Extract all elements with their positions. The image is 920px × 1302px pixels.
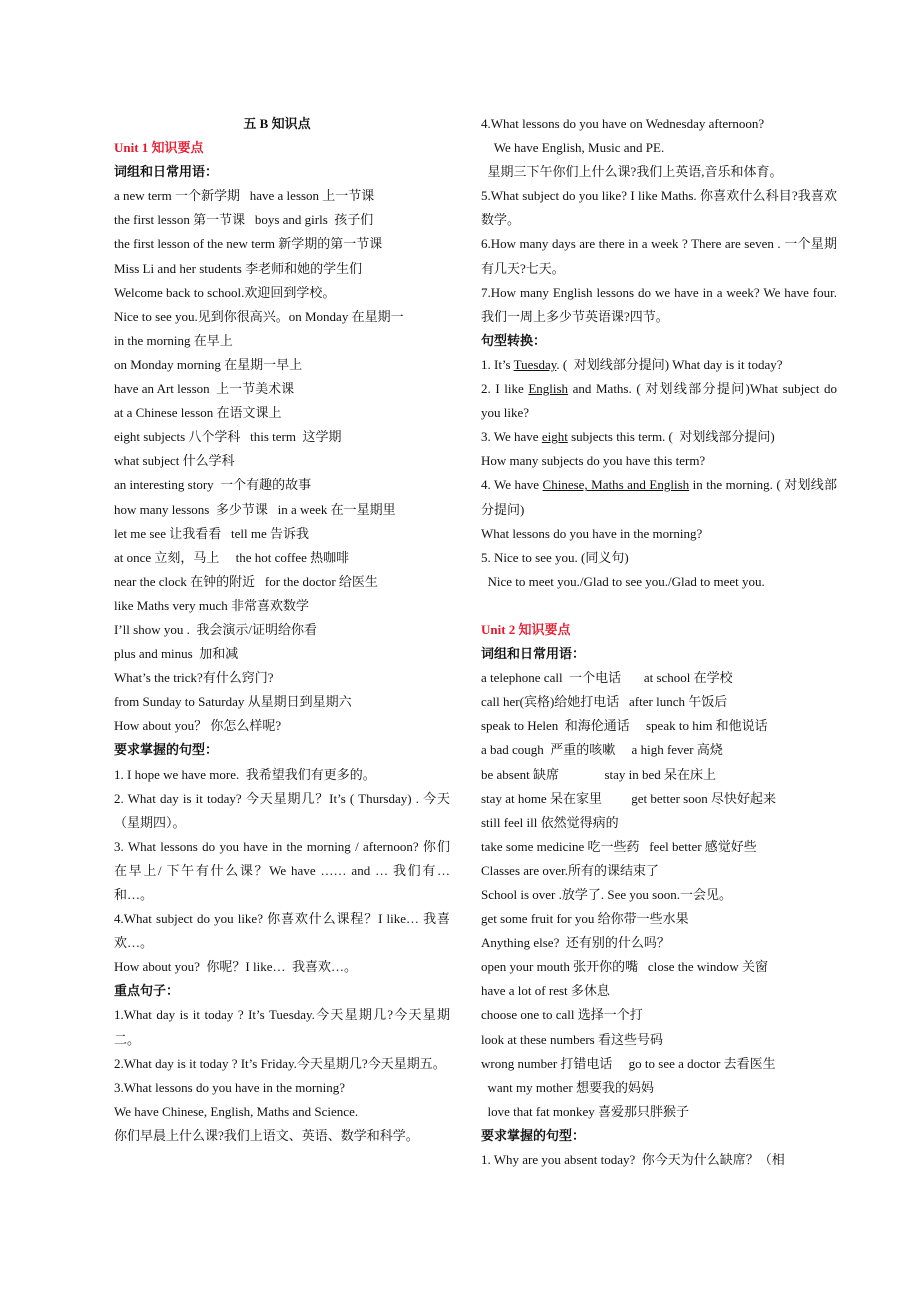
phrase-line: have an Art lesson 上一节美术课	[114, 381, 295, 397]
transform-heading: 句型转换：	[481, 332, 547, 348]
phrase-line: take some medicine 吃一些药 feel better 感觉好些	[481, 838, 757, 854]
patterns-heading: 要求掌握的句型：	[114, 742, 219, 758]
phrase-line: stay at home 呆在家里 get better soon 尽快好起来	[481, 790, 776, 806]
pattern-line: 1. Why are you absent today? 你今天为什么缺席？（相	[481, 1152, 785, 1168]
phrase-line: in the morning 在早上	[114, 332, 233, 348]
key-sentence: 2.What day is it today ? It’s Friday.今天星期几?今天星期五。	[114, 1055, 446, 1071]
key-sentence-list	[114, 1003, 450, 1148]
underlined-word: Tuesday	[513, 356, 557, 372]
phrase-line: I’ll show you . 我会演示/证明给你看	[114, 621, 317, 637]
phrase-line: eight subjects 八个学科 this term 这学期	[114, 429, 342, 445]
pattern-line: 1. I hope we have more. 我希望我们有更多的。	[114, 766, 376, 782]
phrase-line: plus and minus 加和减	[114, 646, 239, 662]
phrases-heading: 词组和日常用语：	[114, 164, 219, 180]
phrase-line: Nice to see you.见到你很高兴。on Monday 在星期一	[114, 308, 404, 324]
phrase-line: What’s the trick?有什么窍门?	[114, 670, 274, 686]
patterns-heading: 要求掌握的句型：	[481, 1127, 586, 1143]
unit1-pattern-list	[114, 763, 450, 980]
phrase-line: wrong number 打错电话 go to see a doctor 去看医生	[481, 1055, 776, 1071]
transform-item	[481, 353, 837, 377]
underlined-word: eight	[541, 429, 568, 445]
phrase-line: at a Chinese lesson 在语文课上	[114, 405, 282, 421]
phrase-line: a new term 一个新学期 have a lesson 上一节课	[114, 188, 375, 204]
text: and Maths. ( 对划线部分提问)What subject do you like?	[481, 381, 838, 421]
key-sentences-heading: 重点句子：	[114, 983, 180, 999]
phrase-line: speak to Helen 和海伦通话 speak to him 和他说话	[481, 718, 768, 734]
unit1-phrase-list	[114, 184, 450, 738]
transform-list	[481, 353, 837, 594]
phrases-heading: 词组和日常用语：	[481, 646, 586, 662]
phrase-line: look at these numbers 看这些号码	[481, 1031, 663, 1047]
text: subjects this term. ( 对划线部分提问)	[567, 429, 775, 445]
phrase-line: what subject 什么学科	[114, 453, 235, 469]
key-sentence: 7.How many English lessons do we have in a week? We have four.我们一周上多少节英语课?四节。	[481, 284, 837, 324]
phrase-line: have a lot of rest 多休息	[481, 983, 610, 999]
phrase-line: want my mother 想要我的妈妈	[481, 1079, 654, 1095]
text: 1. It’s	[481, 356, 514, 372]
phrase-line: open your mouth 张开你的嘴 close the window 关窗	[481, 959, 769, 975]
transform-item	[481, 377, 837, 425]
underlined-word: Chinese, Maths and English	[542, 477, 690, 493]
phrase-line: Classes are over.所有的课结束了	[481, 862, 660, 878]
unit2-phrase-list	[481, 666, 837, 1124]
phrase-line: let me see 让我看看 tell me 告诉我	[114, 525, 309, 541]
key-sentence: 星期三下午你们上什么课?我们上英语,音乐和体育。	[481, 164, 783, 180]
pattern-line: How about you? 你呢？I like… 我喜欢…。	[114, 959, 358, 975]
transform-answer: What lessons do you have in the morning?	[481, 525, 703, 541]
phrase-line: on Monday morning 在星期一早上	[114, 356, 303, 372]
phrase-line: get some fruit for you 给你带一些水果	[481, 911, 689, 927]
phrase-line: a bad cough 严重的咳嗽 a high fever 高烧	[481, 742, 723, 758]
phrase-line: at once 立刻，马上 the hot coffee 热咖啡	[114, 549, 350, 565]
phrase-line: School is over .放学了. See you soon.一会见。	[481, 887, 732, 902]
transform-item: 5. Nice to see you. (同义句)	[481, 549, 629, 565]
key-sentence: 你们早晨上什么课?我们上语文、英语、数学和科学。	[114, 1127, 419, 1143]
key-sentence-continued	[481, 112, 837, 329]
phrase-line: from Sunday to Saturday 从星期日到星期六	[114, 694, 352, 710]
phrase-line: Welcome back to school.欢迎回到学校。	[114, 284, 336, 300]
key-sentence: 1.What day is it today ? It’s Tuesday.今天星期几?今天星期二。	[114, 1007, 450, 1047]
transform-answer: Nice to meet you./Glad to see you./Glad to meet you.	[481, 573, 765, 589]
text: 3. We have	[481, 429, 542, 445]
pattern-line: 3. What lessons do you have in the morning / afternoon? 你们在早上/ 下午有什么课？We have …… and … 我们有…和…。	[114, 838, 450, 902]
text: in the morning. ( 对划线部分提问)	[481, 477, 837, 517]
phrase-line: be absent 缺席 stay in bed 呆在床上	[481, 766, 717, 782]
key-sentence: 6.How many days are there in a week ? There are seven . 一个星期有几天?七天。	[481, 236, 837, 276]
phrase-line: the first lesson of the new term 新学期的第一节课	[114, 236, 383, 252]
phrase-line: the first lesson 第一节课 boys and girls 孩子们	[114, 212, 374, 228]
phrase-line: Miss Li and her students 李老师和她的学生们	[114, 260, 363, 276]
text: 2. I like	[481, 381, 529, 397]
phrase-line: call her(宾格)给她打电话 after lunch 午饭后	[481, 694, 728, 710]
key-sentence: 3.What lessons do you have in the morning?	[114, 1079, 346, 1095]
unit1-heading: Unit 1 知识要点	[114, 140, 204, 156]
left-column	[114, 112, 450, 1148]
phrase-line: how many lessons 多少节课 in a week 在一星期里	[114, 501, 396, 517]
pattern-line: 4.What subject do you like? 你喜欢什么课程？I like… 我喜欢…。	[114, 911, 450, 951]
key-sentence: 5.What subject do you like? I like Maths. 你喜欢什么科目?我喜欢数学。	[481, 188, 837, 228]
phrase-line: choose one to call 选择一个打	[481, 1007, 643, 1023]
phrase-line: like Maths very much 非常喜欢数学	[114, 597, 309, 613]
transform-item	[481, 425, 837, 449]
pattern-line: 2. What day is it today? 今天星期几？It’s ( Thursday) . 今天（星期四）。	[114, 790, 450, 830]
phrase-line: a telephone call 一个电话 at school 在学校	[481, 670, 733, 686]
phrase-line: an interesting story 一个有趣的故事	[114, 477, 312, 493]
page-title: 五 B 知识点	[243, 116, 311, 131]
text: . ( 对划线部分提问) What day is it today?	[556, 356, 783, 372]
key-sentence: We have English, Music and PE.	[481, 140, 665, 156]
right-column	[481, 112, 837, 1172]
text: 4. We have	[481, 477, 543, 493]
underlined-word: English	[528, 381, 569, 397]
spacer	[481, 594, 837, 618]
phrase-line: How about you？ 你怎么样呢?	[114, 718, 282, 734]
phrase-line: still feel ill 依然觉得病的	[481, 814, 619, 830]
key-sentence: 4.What lessons do you have on Wednesday afternoon?	[481, 116, 765, 131]
phrase-line: love that fat monkey 喜爱那只胖猴子	[481, 1103, 689, 1119]
key-sentence: We have Chinese, English, Maths and Science.	[114, 1103, 359, 1119]
unit2-heading: Unit 2 知识要点	[481, 621, 571, 637]
phrase-line: Anything else? 还有别的什么吗？	[481, 935, 670, 951]
phrase-line: near the clock 在钟的附近 for the doctor 给医生	[114, 573, 378, 589]
transform-item	[481, 473, 837, 521]
transform-answer: How many subjects do you have this term?	[481, 453, 706, 469]
